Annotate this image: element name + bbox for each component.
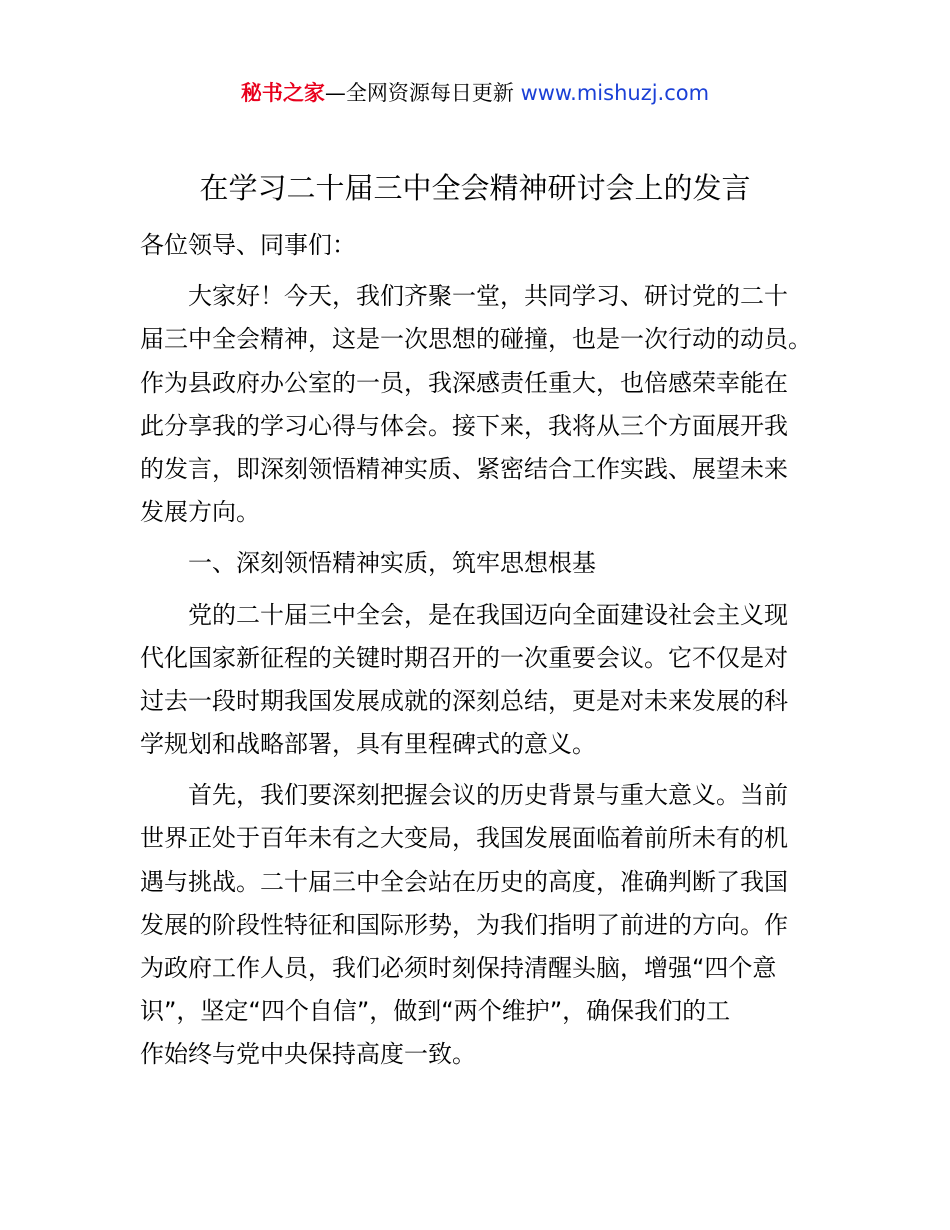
paragraph-line: 遇与挑战。二十届三中全会站在历史的高度，准确判断了我国 (140, 867, 788, 896)
paragraph-gap (140, 534, 816, 542)
section-heading: 一、深刻领悟精神实质，筑牢思想根基 (188, 549, 596, 578)
section-heading-1 (140, 542, 816, 585)
paragraph-line: 发展方向。 (140, 498, 260, 527)
paragraph-line: 的发言，即深刻领悟精神实质、紧密结合工作实践、展望未来 (140, 454, 788, 483)
brand-name: 秘书之家 (240, 81, 325, 105)
site-url-link[interactable]: www.mishuzj.com (520, 81, 710, 105)
paragraph-line: 作为县政府办公室的一员，我深感责任重大，也倍感荣幸能在 (140, 368, 788, 397)
paragraph-line: 发展的阶段性特征和国际形势，为我们指明了前进的方向。作 (140, 910, 788, 939)
paragraph-line: 识”，坚定“四个自信”，做到“两个维护”，确保我们的工 (140, 997, 731, 1026)
paragraph-gap (140, 267, 816, 275)
paragraph-line: 大家好！今天，我们齐聚一堂，共同学习、研讨党的二十 (188, 282, 788, 311)
paragraph-meeting (140, 594, 816, 767)
paragraph-line: 学规划和战略部署，具有里程碑式的意义。 (140, 730, 596, 759)
paragraph-gap (140, 766, 816, 774)
header-tagline: —全网资源每日更新 (324, 81, 521, 105)
document-title: 在学习二十届三中全会精神研讨会上的发言 (199, 171, 751, 205)
paragraph-first (140, 774, 816, 1076)
site-header (0, 78, 950, 108)
paragraph-line: 世界正处于百年未有之大变局，我国发展面临着前所未有的机 (140, 824, 788, 853)
paragraph-line: 此分享我的学习心得与体会。接下来，我将从三个方面展开我 (140, 411, 788, 440)
document-body (140, 224, 816, 1077)
paragraph-line: 过去一段时期我国发展成就的深刻总结，更是对未来发展的科 (140, 686, 788, 715)
paragraph-line: 党的二十届三中全会，是在我国迈向全面建设社会主义现 (188, 600, 788, 629)
paragraph-line: 首先，我们要深刻把握会议的历史背景与重大意义。当前 (188, 781, 788, 810)
paragraph-line: 作始终与党中央保持高度一致。 (140, 1040, 476, 1069)
paragraph-line: 届三中全会精神，这是一次思想的碰撞，也是一次行动的动员。 (140, 325, 812, 354)
paragraph-line: 代化国家新征程的关键时期召开的一次重要会议。它不仅是对 (140, 643, 788, 672)
paragraph-line: 为政府工作人员，我们必须时刻保持清醒头脑，增强“四个意 (140, 954, 777, 982)
salutation: 各位领导、同事们： (140, 231, 356, 259)
paragraph-gap (140, 586, 816, 594)
paragraph-intro (140, 275, 816, 534)
